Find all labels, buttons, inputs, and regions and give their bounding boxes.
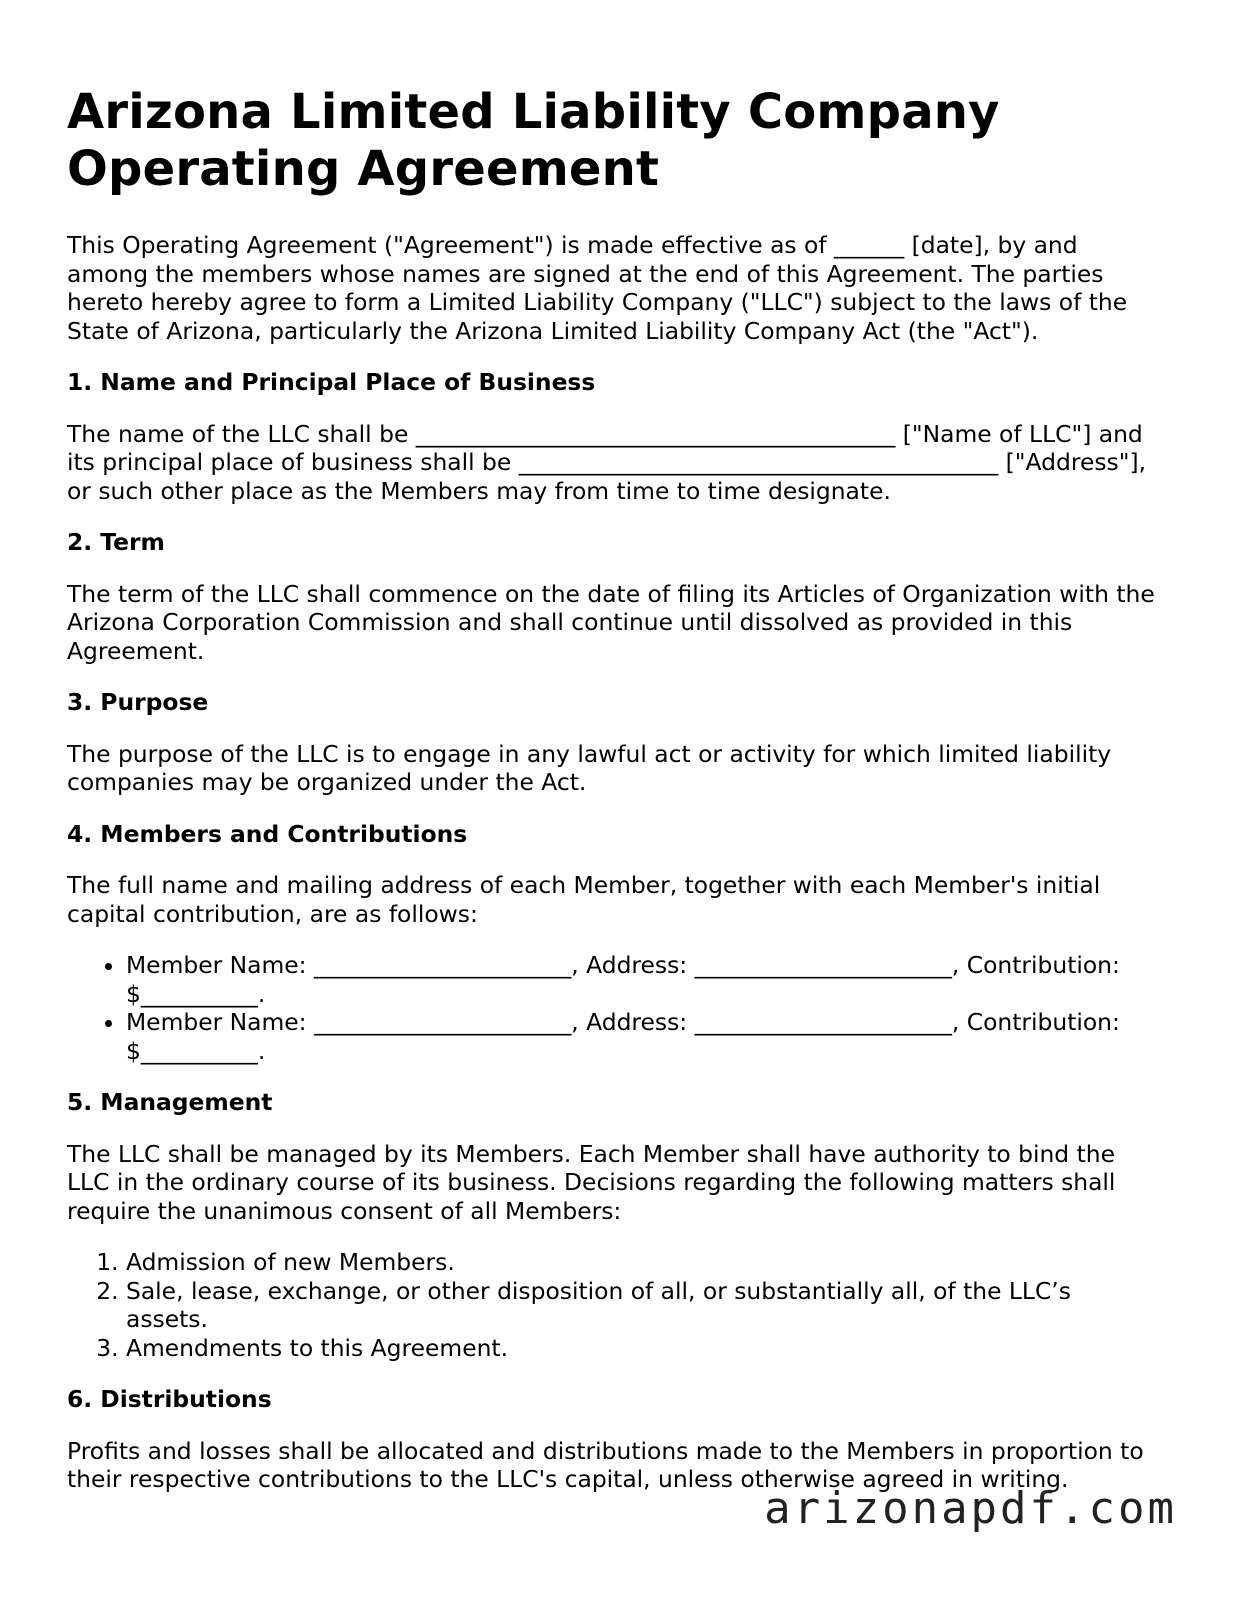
- members-list: [67, 951, 1157, 1065]
- section-text-management: The LLC shall be managed by its Members. Each Member shall have authority to bind the LLC in the ordinary course of its business. Decisions regarding the following matters shall require the unanimous consent of all Members:: [67, 1139, 1116, 1225]
- section-text-purpose: The purpose of the LLC is to engage in any lawful act or activity for which limited liability companies may be organized under the Act.: [67, 739, 1112, 796]
- section-heading-term: 2. Term: [67, 528, 165, 556]
- section-heading-purpose: 3. Purpose: [67, 688, 209, 716]
- intro-paragraph: This Operating Agreement ("Agreement") is made effective as of ______ [date], by and among the members whose names are signed at the end of this Agreement. The parties hereto hereby agree to form a Limited Liability Company ("LLC") subject to the laws of the State of Arizona, particularly the Arizona Limited Liability Company Act (the "Act").: [67, 231, 1128, 345]
- section-text-members: The full name and mailing address of each Member, together with each Member's initial capital contribution, are as follows:: [67, 871, 1101, 928]
- watermark-text: arizonapdf.com: [764, 1483, 1177, 1534]
- document-page: [67, 84, 1157, 1517]
- section-text-term: The term of the LLC shall commence on the date of filing its Articles of Organization with the Arizona Corporation Commission and shall continue until dissolved as provided in this Agreement.: [67, 579, 1155, 665]
- section-text-name: The name of the LLC shall be _________________________________________ ["Name of LLC"] and its principal place of business shall be _________________________________________ ["Address"], or such other place as the Members may from time to time designate.: [67, 419, 1147, 505]
- section-heading-distributions: 6. Distributions: [67, 1385, 272, 1413]
- section-heading-members: 4. Members and Contributions: [67, 819, 468, 848]
- matter-list-item: 1. Admission of new Members.: [126, 1248, 1157, 1277]
- section-heading-management: 5. Management: [67, 1088, 273, 1116]
- document-title: Arizona Limited Liability Company Operating Agreement: [67, 84, 1000, 197]
- matter-list-item: 3. Amendments to this Agreement.: [126, 1334, 1157, 1363]
- section-heading-name: 1. Name and Principal Place of Business: [67, 368, 596, 396]
- member-list-item: • Member Name: ______________________, Address: ______________________, Contribution: $__________.: [126, 951, 1157, 1008]
- unanimous-matters-list: [67, 1248, 1157, 1362]
- section-text-distributions: Profits and losses shall be allocated and distributions made to the Members in proportion to their respective contributions to the LLC's capital, unless otherwise agreed in writing.: [67, 1436, 1144, 1493]
- member-list-item: • Member Name: ______________________, Address: ______________________, Contribution: $__________.: [126, 1008, 1157, 1065]
- matter-list-item: 2. Sale, lease, exchange, or other disposition of all, or substantially all, of the LLC’s assets.: [126, 1277, 1157, 1334]
